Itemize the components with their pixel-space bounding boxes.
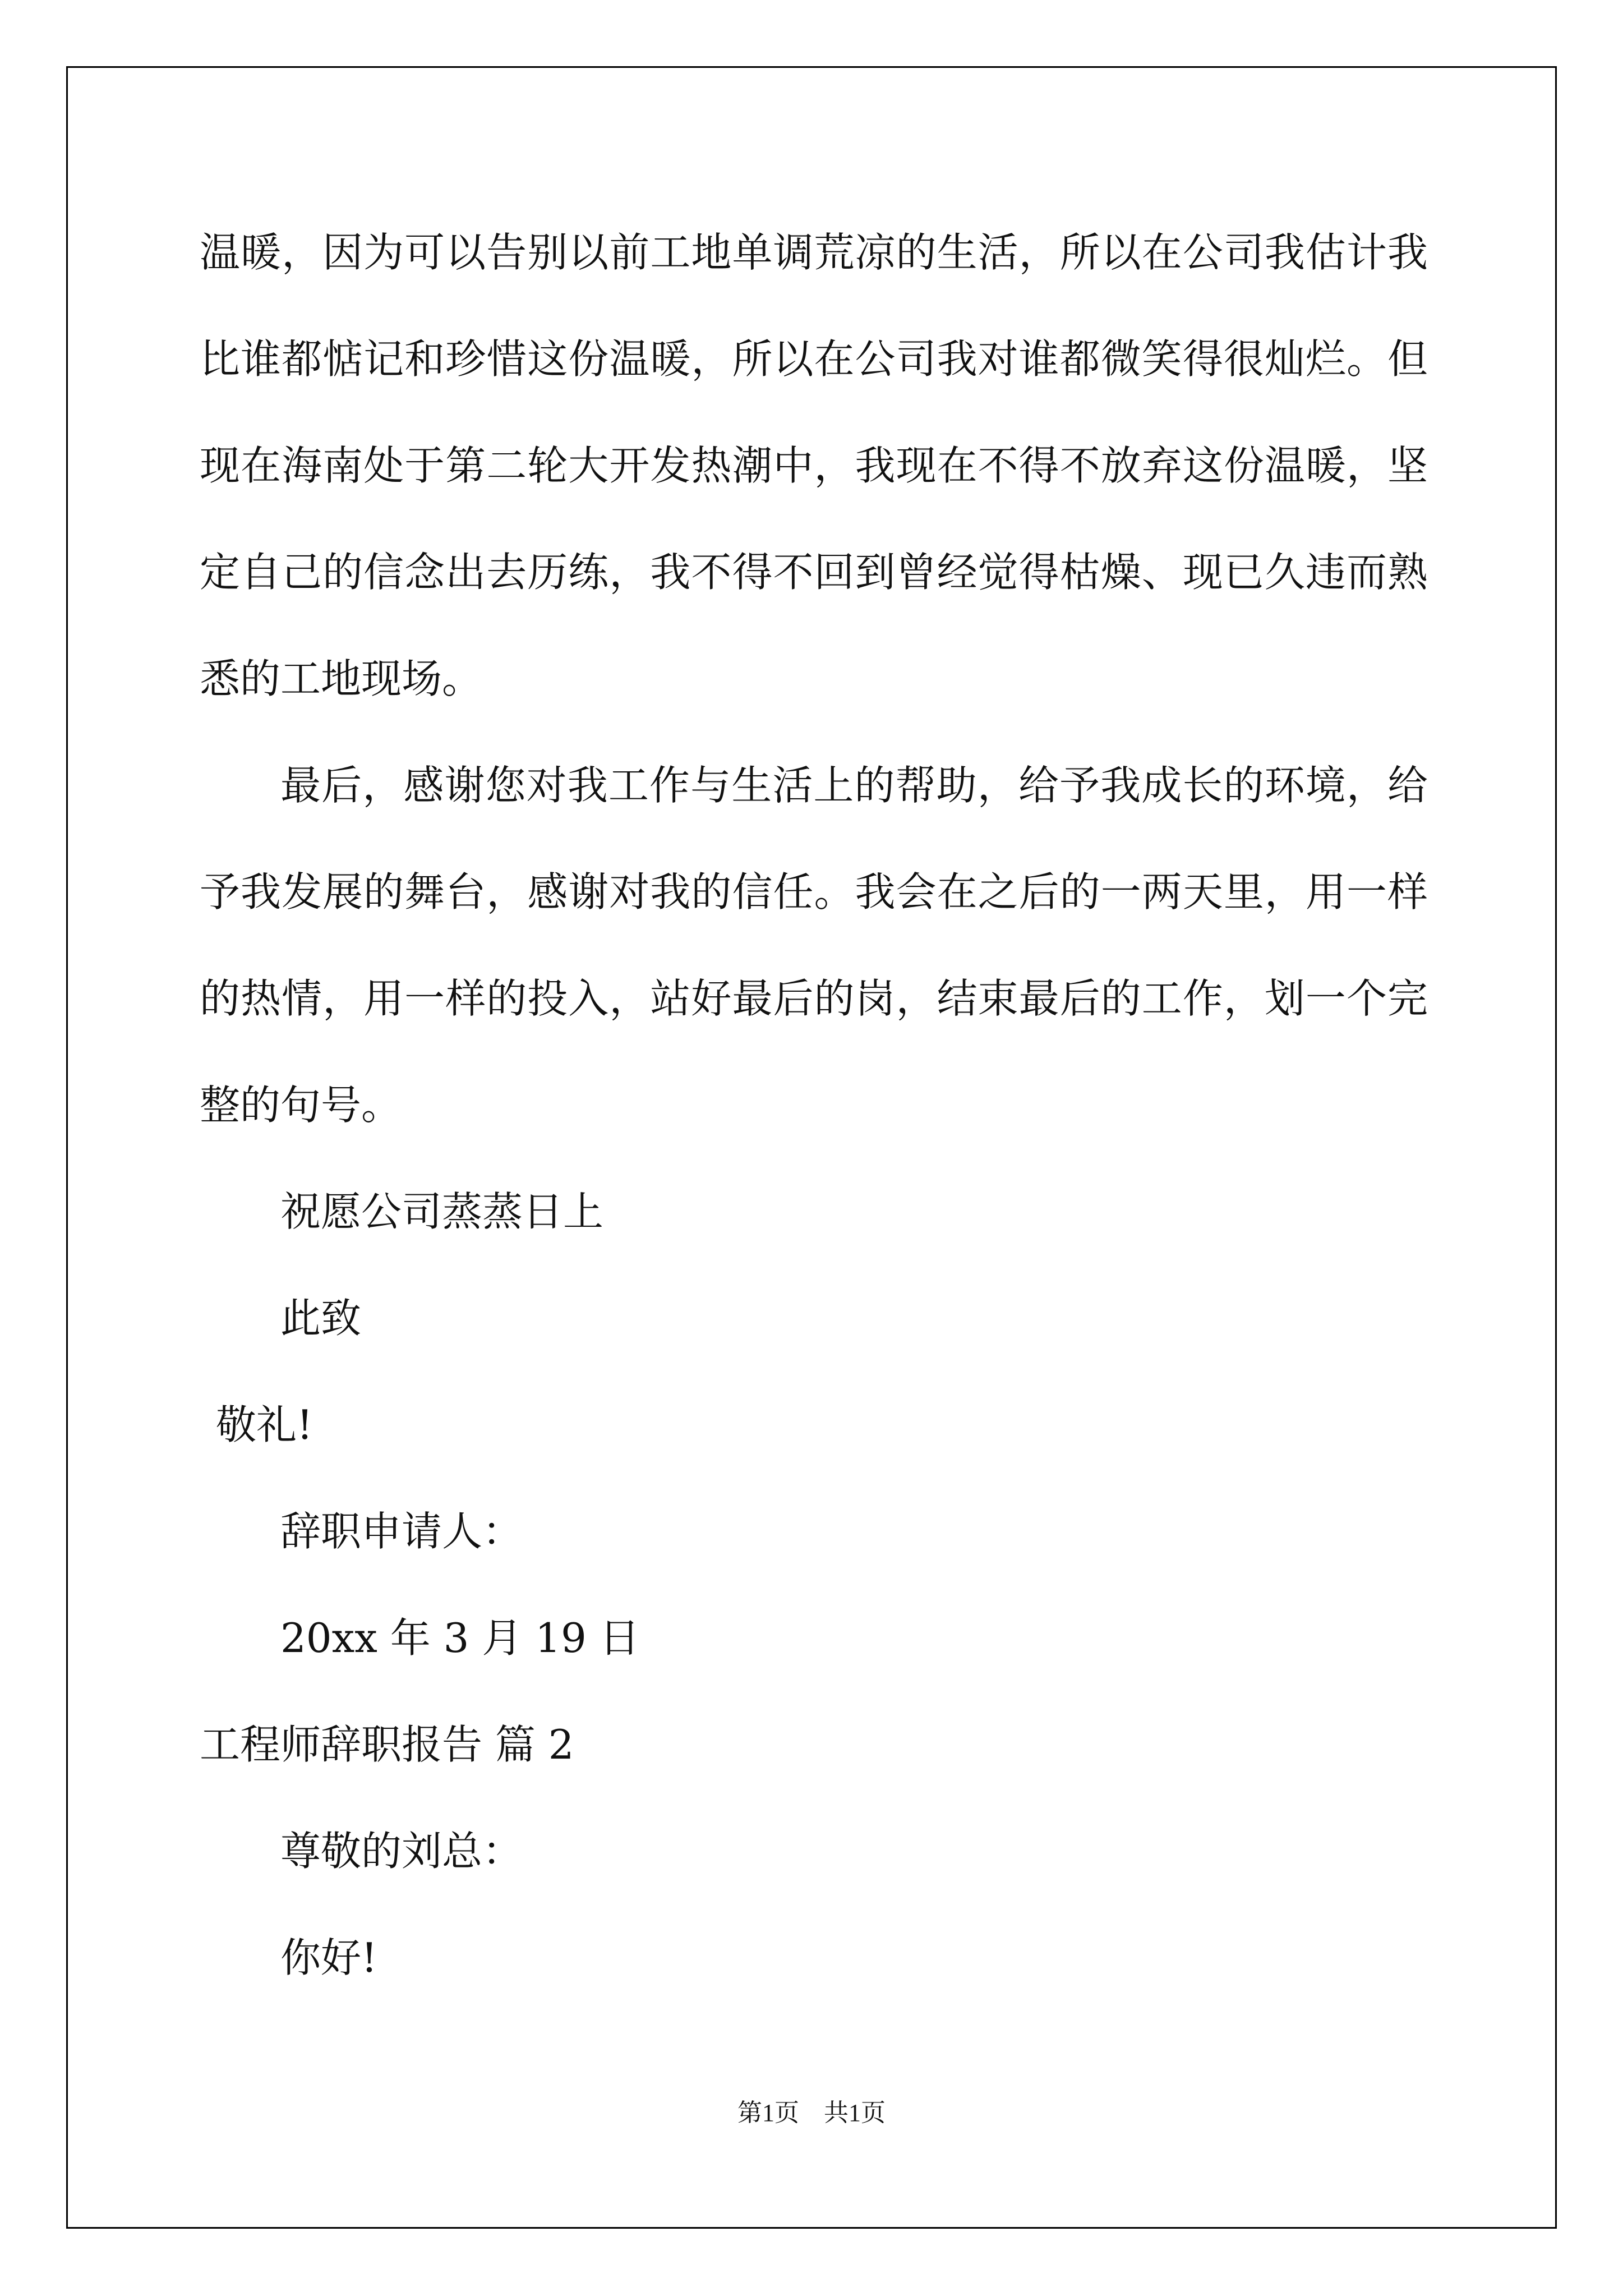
closing-salutation: 此致 — [280, 1295, 362, 1342]
paragraph-line: 比谁都惦记和珍惜这份温暖，所以在公司我对谁都微笑得很灿烂。但 — [200, 335, 1428, 383]
paragraph-line: 现在海南处于第二轮大开发热潮中，我现在不得不放弃这份温暖，坚 — [200, 442, 1428, 489]
greeting: 你好! — [280, 1934, 377, 1981]
paragraph-line: 整的句号。 — [200, 1082, 402, 1129]
closing-wish: 祝愿公司蒸蒸日上 — [280, 1188, 604, 1235]
paragraph-line: 悉的工地现场。 — [200, 655, 483, 702]
closing-regards: 敬礼! — [216, 1401, 313, 1448]
page-border — [66, 66, 1557, 2229]
paragraph-line: 的热情，用一样的投入，站好最后的岗，结束最后的工作，划一个完 — [200, 975, 1428, 1022]
addressee: 尊敬的刘总： — [280, 1828, 523, 1875]
signature-date: 20xx 年 3 月 19 日 — [280, 1614, 640, 1662]
signer-label: 辞职申请人： — [280, 1508, 523, 1555]
paragraph-line: 予我发展的舞台，感谢对我的信任。我会在之后的一两天里，用一样 — [200, 868, 1428, 915]
page-footer: 第1页 共1页 — [737, 2099, 886, 2127]
section-title: 工程师辞职报告 篇 2 — [200, 1721, 574, 1768]
paragraph-line: 定自己的信念出去历练，我不得不回到曾经觉得枯燥、现已久违而熟 — [200, 549, 1428, 596]
paragraph-line: 最后，感谢您对我工作与生活上的帮助，给予我成长的环境，给 — [280, 762, 1428, 809]
paragraph-line: 温暖，因为可以告别以前工地单调荒凉的生活，所以在公司我估计我 — [200, 229, 1428, 276]
